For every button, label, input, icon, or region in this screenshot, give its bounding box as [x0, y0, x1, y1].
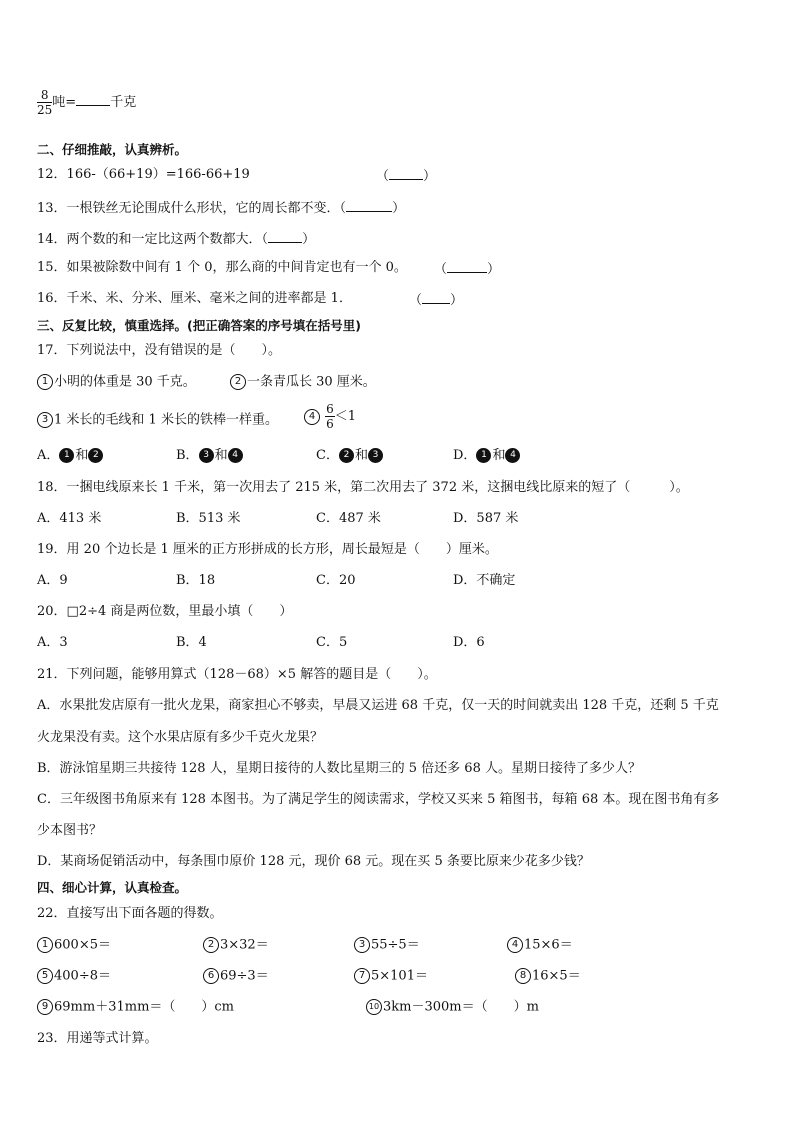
circled-number-2: 2 — [230, 374, 246, 390]
option-a[interactable]: A．413 米 — [37, 511, 102, 526]
calc-item[interactable]: 10 3km－300m＝（ ）m — [366, 999, 539, 1016]
answer-paren[interactable]: （ ） — [339, 201, 406, 216]
fraction-denominator: 25 — [37, 103, 53, 117]
option-d[interactable]: D．6 — [453, 635, 485, 650]
question-14 — [37, 230, 315, 248]
question-text: 15．如果被除数中间有 1 个 0，那么商的中间肯定也有一个 0。 — [37, 260, 407, 275]
calc-item[interactable]: 2 3×32＝ — [203, 937, 269, 954]
calc-item[interactable]: 4 15×6＝ — [507, 937, 573, 954]
circled-number-1: 1 — [37, 374, 53, 390]
question-text: 12．166-（66+19）=166-66+19 — [37, 167, 250, 182]
calc-item[interactable]: 6 69÷3＝ — [203, 968, 269, 985]
option-d[interactable]: D．587 米 — [453, 511, 519, 526]
option-c[interactable]: C．20 — [316, 573, 356, 588]
calc-item[interactable]: 1 600×5＝ — [37, 937, 111, 954]
answer-paren[interactable]: （ ） — [409, 293, 464, 308]
option-c[interactable]: C．5 — [316, 635, 348, 650]
question-22-stem: 22．直接写出下面各题的得数。 — [37, 906, 223, 921]
option-b[interactable]: B．18 — [176, 573, 216, 588]
fraction-numerator: 8 — [37, 88, 52, 103]
section-2-title: 二、仔细推敲，认真辨析。 — [37, 142, 188, 157]
option-d[interactable]: D．不确定 — [453, 573, 516, 588]
answer-paren[interactable]: （ ） — [261, 232, 316, 247]
q11-unit-kg: 千克 — [110, 95, 137, 110]
question-text: 13．一根铁丝无论围成什么形状，它的周长都不变． — [37, 201, 340, 216]
q11-line — [37, 88, 136, 117]
question-16 — [37, 291, 464, 308]
calc-item[interactable]: 5 400÷8＝ — [37, 968, 111, 985]
option-a[interactable]: A．3 — [37, 635, 68, 650]
fraction — [37, 88, 52, 117]
fraction: $\frac{6}{6}$ — [326, 402, 334, 431]
option-d[interactable]: D． 1 和 4 — [453, 448, 521, 464]
answer-paren[interactable]: （ ） — [376, 169, 437, 184]
question-17-stem: 17．下列说法中，没有错误的是（ ）。 — [37, 343, 282, 358]
question-19-stem: 19．用 20 个边长是 1 厘米的正方形拼成的长方形，周长最短是（ ）厘米。 — [37, 542, 498, 557]
option-a[interactable]: A．9 — [37, 573, 68, 588]
question-18-stem: 18．一捆电线原来长 1 千米，第一次用去了 215 米，第二次用去了 372 米，这捆电线比原来的短了（ ）。 — [37, 480, 689, 495]
option-c[interactable]: C．487 米 — [316, 511, 381, 526]
question-23-stem: 23．用递等式计算。 — [37, 1031, 158, 1046]
question-text: 14．两个数的和一定比这两个数都大． — [37, 232, 262, 247]
answer-paren[interactable]: （ ） — [434, 262, 501, 277]
calc-item[interactable]: 8 16×5＝ — [515, 968, 581, 985]
question-13 — [37, 199, 405, 217]
q17-statements-row-2: 3 1 米长的毛线和 1 米长的铁棒一样重。 4 $\frac{6}{6}$ ＜1 — [37, 412, 278, 429]
answer-blank[interactable] — [76, 93, 110, 106]
question-12 — [37, 167, 437, 184]
option-b[interactable]: B．4 — [176, 635, 207, 650]
q21-option-d[interactable]: D．某商场促销活动中，每条围巾原价 128 元，现价 68 元。现在买 5 条要比原来少花多少钱？ — [37, 854, 590, 869]
circled-number-3: 3 — [37, 412, 53, 428]
section-4-title: 四、细心计算，认真检查。 — [37, 880, 188, 895]
q17-statements-row-1: 1 小明的体重是 30 千克。 2 一条青瓜长 30 厘米。 — [37, 374, 196, 391]
question-15 — [37, 260, 501, 277]
option-a[interactable]: A． 1 和 2 — [37, 448, 104, 464]
option-c[interactable]: C． 2 和 3 — [316, 448, 384, 464]
option-b[interactable]: B． 3 和 4 — [176, 448, 244, 464]
q21-option-c-cont: 少本图书？ — [37, 823, 103, 838]
calc-item[interactable]: 9 69mm＋31mm＝（ ）cm — [37, 999, 234, 1016]
option-b[interactable]: B．513 米 — [176, 511, 241, 526]
calc-item[interactable]: 3 55÷5＝ — [354, 937, 420, 954]
circled-number-4: 4 — [304, 409, 320, 425]
q11-unit-ton: 吨= — [52, 95, 77, 110]
q21-option-b[interactable]: B．游泳馆星期三共接待 128 人，星期日接待的人数比星期三的 5 倍还多 68 人。星期日接待了多少人？ — [37, 761, 641, 776]
q21-option-a[interactable]: A．水果批发店原有一批火龙果，商家担心不够卖，早晨又运进 68 千克，仅一天的时间就卖出 128 千克，还剩 5 千克 — [37, 698, 719, 713]
question-21-stem: 21．下列问题，能够用算式（128－68）×5 解答的题目是（ ）。 — [37, 667, 437, 682]
question-20-stem: 20．□2÷4 商是两位数，里最小填（ ） — [37, 604, 293, 619]
calc-item[interactable]: 7 5×101＝ — [354, 968, 428, 985]
q21-option-c[interactable]: C．三年级图书角原来有 128 本图书。为了满足学生的阅读需求，学校又买来 5 箱图书，每箱 68 本。现在图书角有多 — [37, 792, 720, 807]
q21-option-a-cont: 火龙果没有卖。这个水果店原有多少千克火龙果？ — [37, 730, 324, 745]
section-3-title: 三、反复比较，慎重选择。(把正确答案的序号填在括号里) — [37, 318, 361, 333]
question-text: 16．千米、米、分米、厘米、毫米之间的进率都是 1． — [37, 291, 352, 306]
